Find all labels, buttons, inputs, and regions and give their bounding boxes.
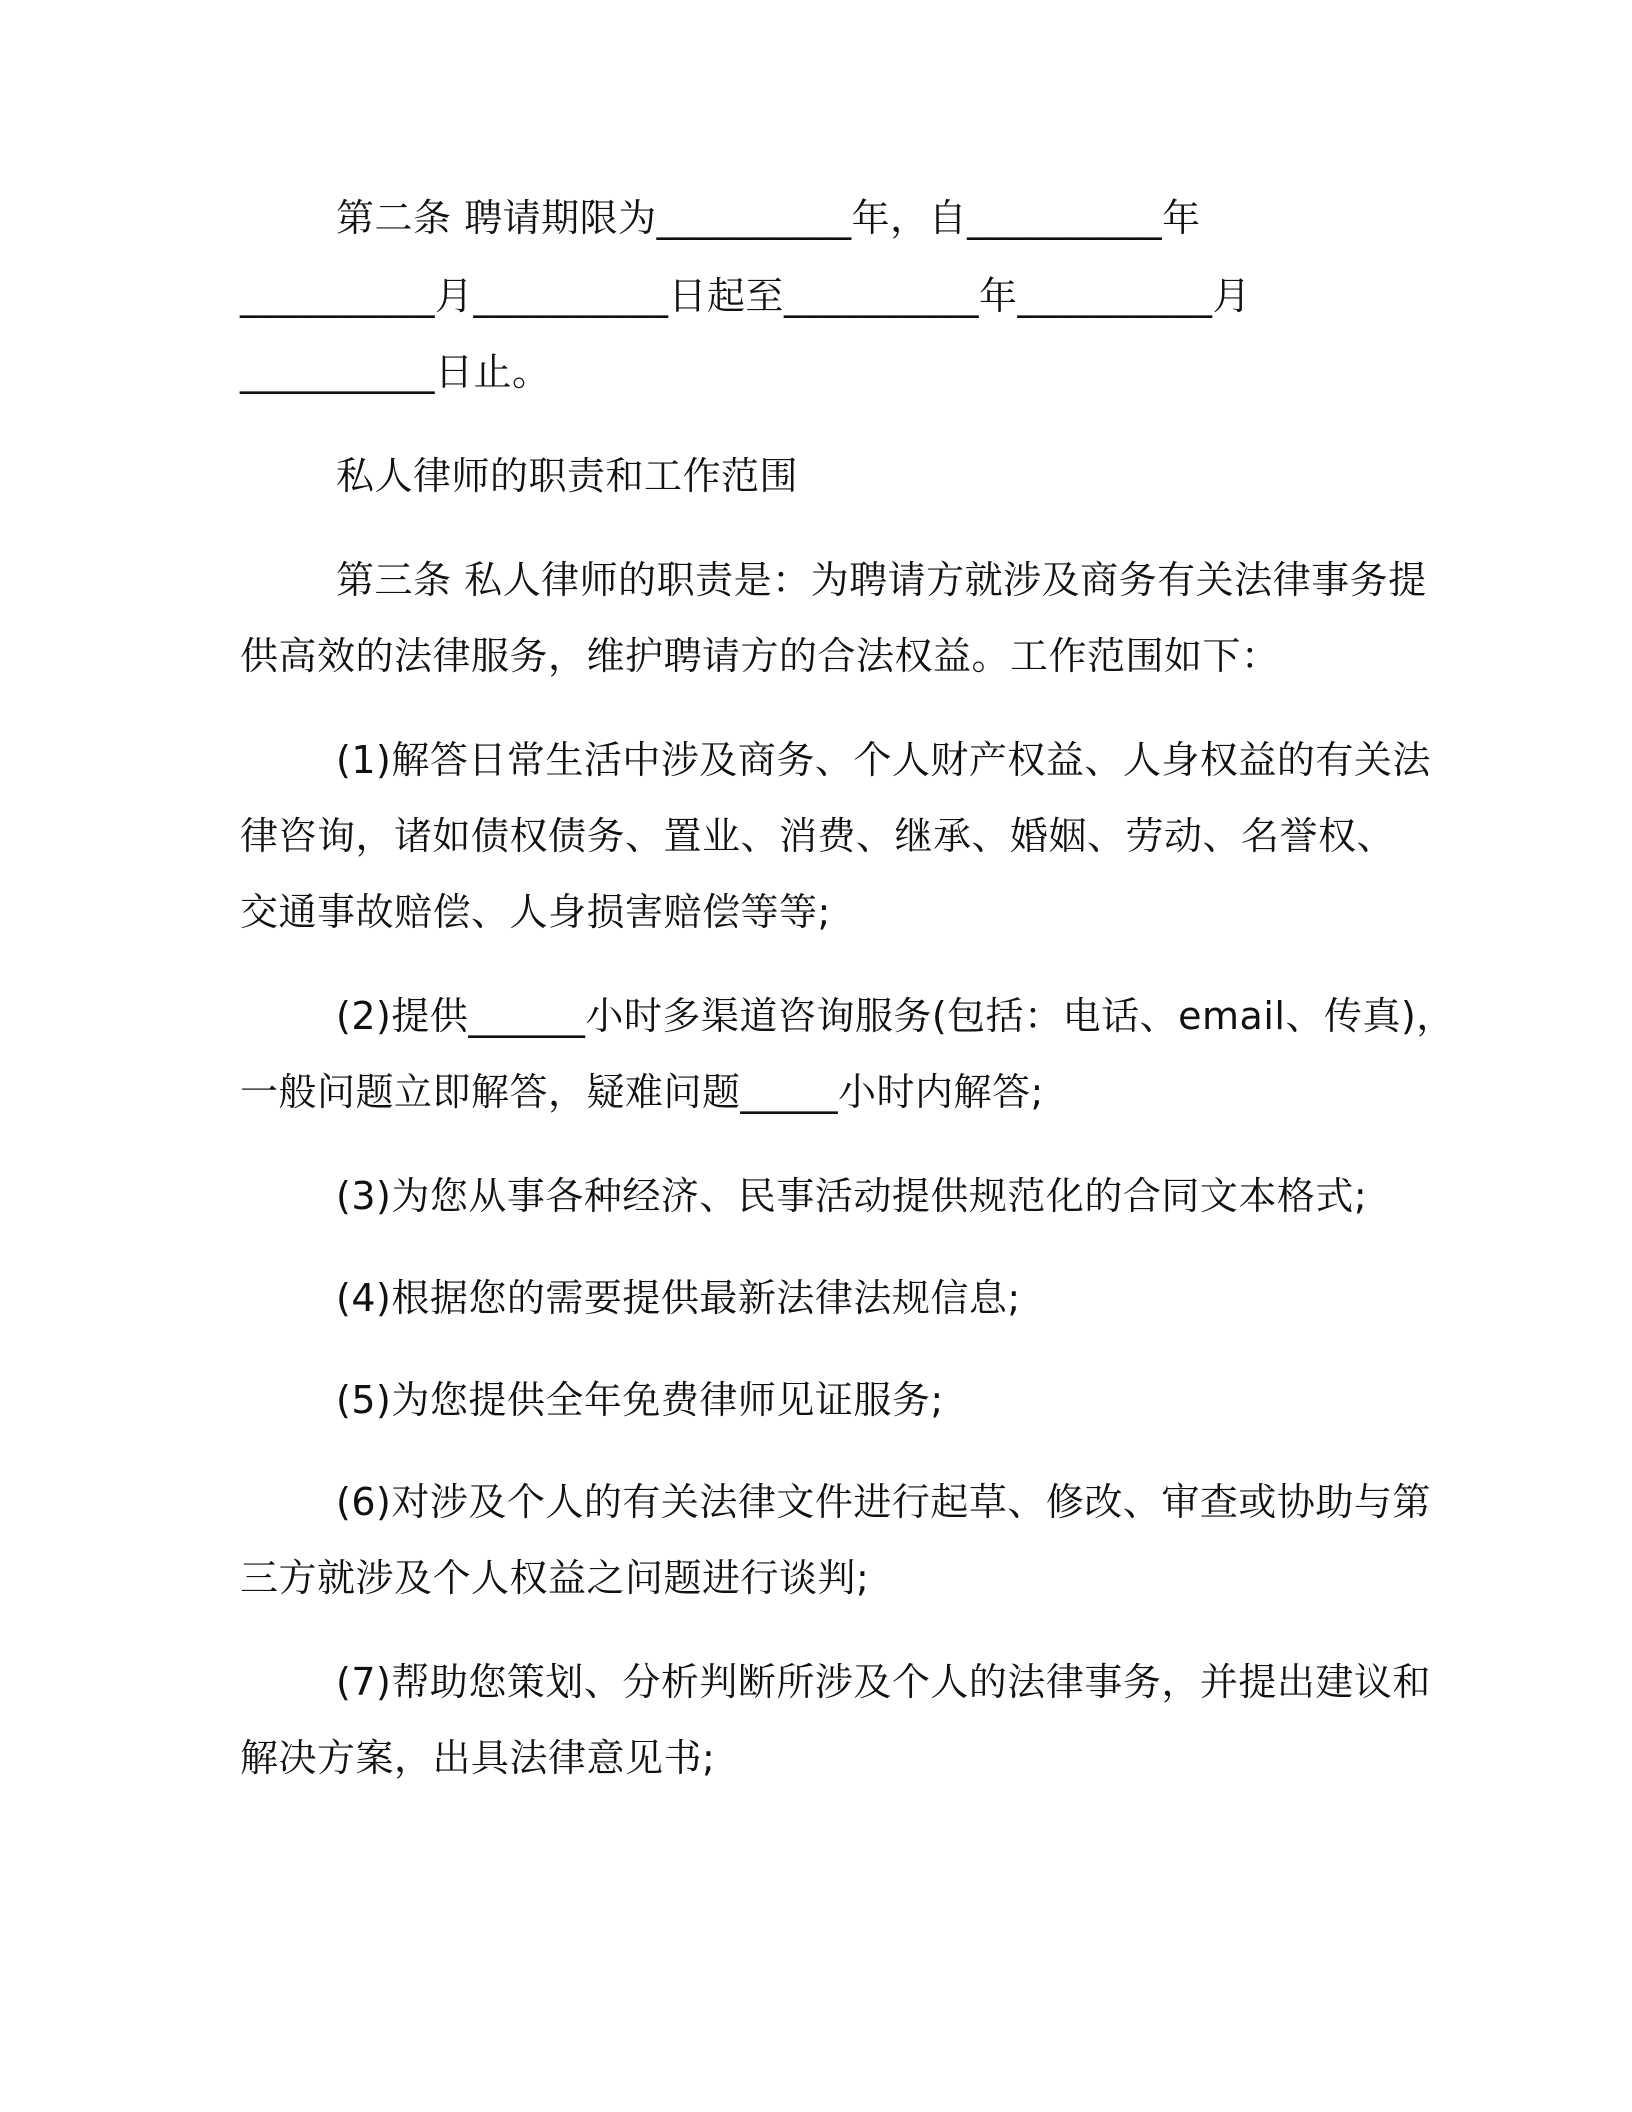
- item-1-line-3: 交通事故赔偿、人身损害赔偿等等;: [240, 890, 831, 934]
- item-1-line-2: 律咨询，诸如债权债务、置业、消费、继承、婚姻、劳动、名誉权、: [240, 814, 1396, 858]
- item-6-line-1: (6)对涉及个人的有关法律文件进行起草、修改、审查或协助与第: [336, 1480, 1431, 1524]
- section-heading: 私人律师的职责和工作范围: [336, 454, 799, 498]
- item-2-line-2: 一般问题立即解答，疑难问题_____小时内解答;: [240, 1070, 1044, 1114]
- item-6-line-2: 三方就涉及个人权益之问题进行谈判;: [240, 1556, 870, 1600]
- article-2-line-2: __________月__________日起至__________年__________月: [240, 274, 1252, 318]
- item-1-line-1: (1)解答日常生活中涉及商务、个人财产权益、人身权益的有关法: [336, 738, 1431, 782]
- article-2-line-1: 第二条 聘请期限为__________年，自__________年: [336, 196, 1201, 240]
- item-7-line-2: 解决方案，出具法律意见书;: [240, 1736, 716, 1780]
- item-3-line: (3)为您从事各种经济、民事活动提供规范化的合同文本格式;: [336, 1174, 1368, 1218]
- item-4-line: (4)根据您的需要提供最新法律法规信息;: [336, 1276, 1021, 1320]
- article-3-line-2: 供高效的法律服务，维护聘请方的合法权益。工作范围如下：: [240, 634, 1280, 678]
- item-5-line: (5)为您提供全年免费律师见证服务;: [336, 1378, 944, 1422]
- item-7-line-1: (7)帮助您策划、分析判断所涉及个人的法律事务，并提出建议和: [336, 1660, 1431, 1704]
- article-3-line-1: 第三条 私人律师的职责是：为聘请方就涉及商务有关法律事务提: [336, 558, 1427, 602]
- article-2-line-3: __________日止。: [240, 350, 551, 394]
- item-2-line-1: (2)提供______小时多渠道咨询服务(包括：电话、email、传真)，: [336, 994, 1455, 1038]
